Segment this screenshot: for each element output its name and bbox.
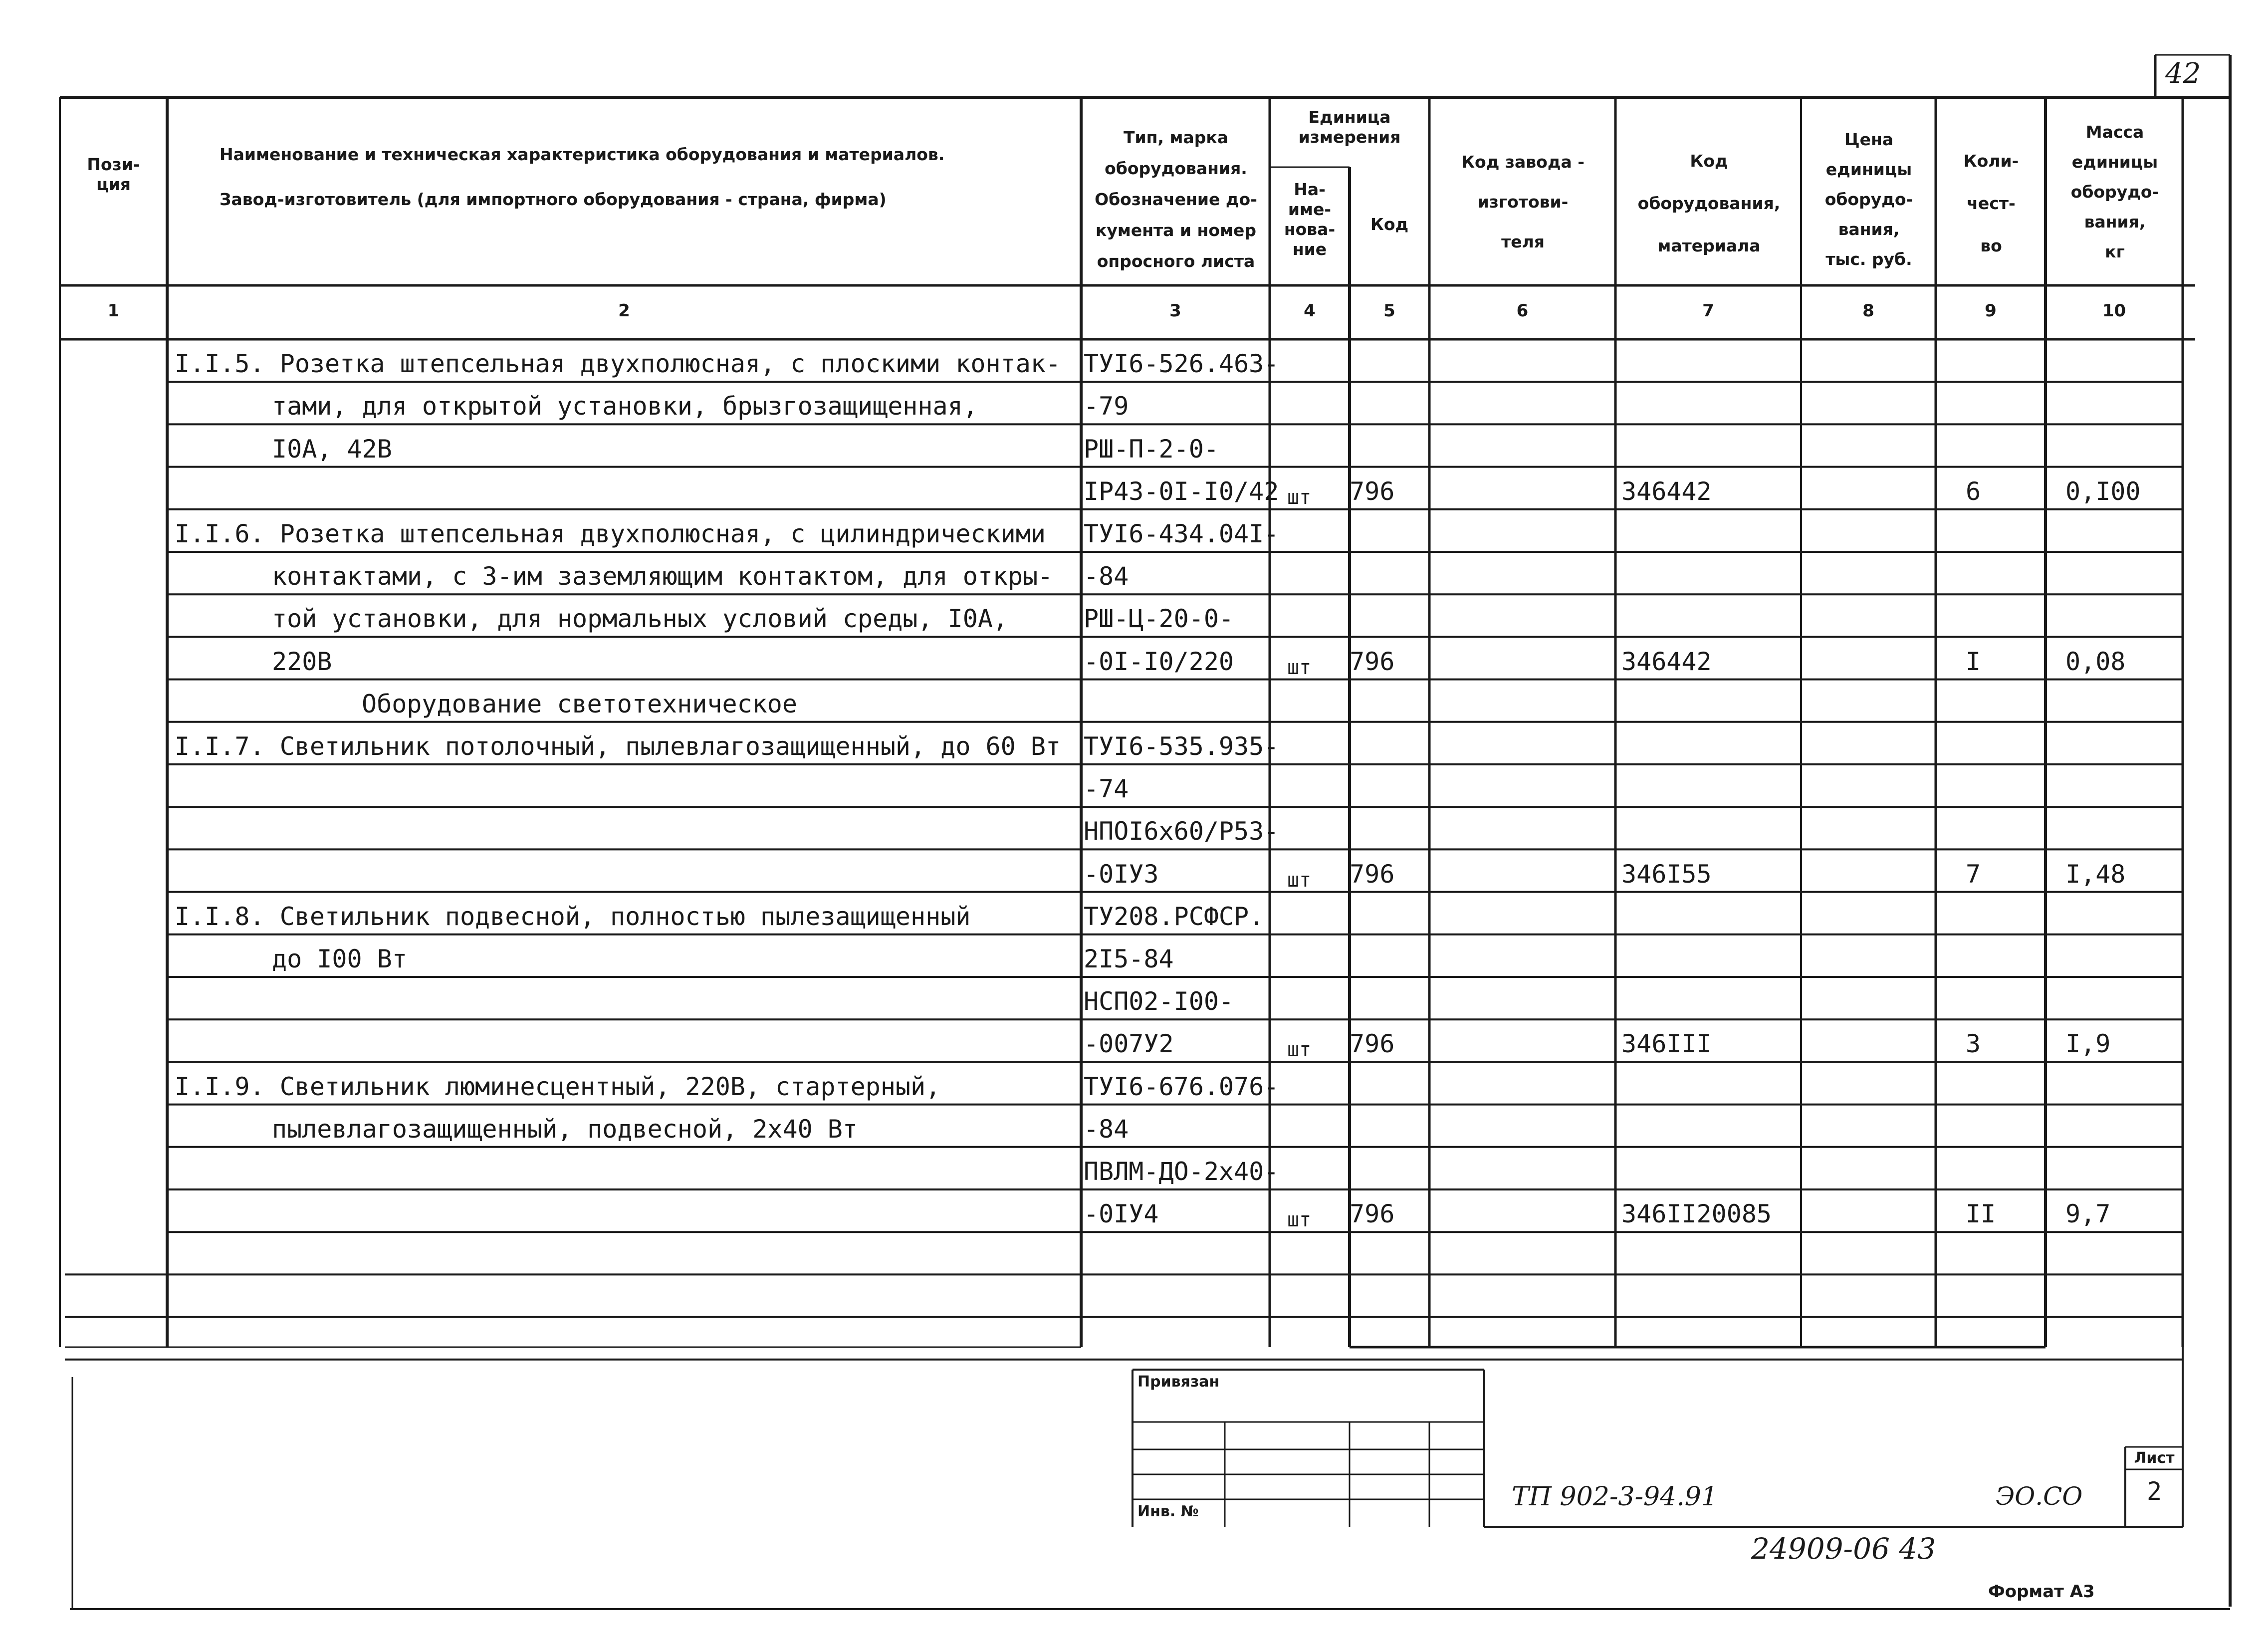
header-equipment-code: Код оборудования, материала — [1637, 151, 1781, 255]
cell-type: -84 — [1084, 1114, 1129, 1144]
cell-type: ТУI6-535.935- — [1084, 732, 1279, 761]
cell-type: -79 — [1084, 392, 1129, 421]
cell-mass: I,48 — [2065, 859, 2126, 889]
cell-mass: 9,7 — [2065, 1199, 2111, 1229]
cell-qty: I — [1966, 647, 1981, 676]
cell-code: 796 — [1350, 859, 1395, 889]
cell-equip: 346I55 — [1621, 859, 1712, 889]
cell-type: -0I-I0/220 — [1084, 647, 1234, 676]
cell-desc: I.I.9. Светильник люминесцентный, 220В, стартерный, — [175, 1072, 941, 1101]
cell-type: НПОI6x60/Р53- — [1084, 817, 1279, 846]
cell-unit: шт — [1287, 656, 1312, 679]
cell-mass: 0,I00 — [2065, 476, 2141, 506]
cell-desc: I.I.7. Светильник потолочный, пылевлагозащищенный, до 60 Вт — [175, 732, 1061, 761]
page-number: 42 — [2165, 57, 2201, 90]
cell-type: -007У2 — [1084, 1029, 1174, 1059]
cell-mass: 0,08 — [2065, 647, 2126, 676]
header-position: Пози- ция — [87, 155, 140, 194]
stamp-privyazan: Привязан — [1137, 1373, 1220, 1391]
cell-desc: контактами, с 3-им заземляющим контактом, для откры- — [272, 562, 1053, 591]
cell-unit: шт — [1287, 1038, 1312, 1062]
header-factory-code: Код завода - изготови- теля — [1461, 152, 1585, 251]
cell-unit: шт — [1287, 1208, 1312, 1232]
cell-code: 796 — [1350, 1199, 1395, 1229]
cell-desc: 220B — [272, 647, 332, 676]
col-number-5: 5 — [1383, 301, 1395, 321]
cell-qty: 7 — [1966, 859, 1981, 889]
stamp-inv-no: Инв. № — [1137, 1503, 1199, 1520]
header-type: Тип, марка оборудования. Обозначение до- кумента и номер опросного листа — [1095, 128, 1257, 271]
cell-desc: I0A, 42B — [272, 434, 392, 464]
col-number-8: 8 — [1862, 301, 1874, 321]
cell-type: НСП02-I00- — [1084, 987, 1234, 1016]
cell-type: ТУI6-676.076- — [1084, 1072, 1279, 1101]
cell-type: РШ-Ц-20-0- — [1084, 604, 1234, 634]
col-number-6: 6 — [1516, 301, 1529, 321]
cell-equip: 346442 — [1621, 476, 1712, 506]
col-number-9: 9 — [1985, 301, 1997, 321]
cell-type: ТУI6-526.463- — [1084, 349, 1279, 379]
cell-desc: пылевлагозащищенный, подвесной, 2x40 Вт — [272, 1114, 858, 1144]
cell-desc: I.I.8. Светильник подвесной, полностью пылезащищенный — [175, 902, 971, 931]
stamp-sheet-label: Лист — [2134, 1449, 2175, 1467]
header-unit-name: На- име- нова- ние — [1284, 180, 1336, 259]
cell-type: IP43-0I-I0/42 — [1084, 476, 1279, 506]
cell-qty: 6 — [1966, 476, 1981, 506]
cell-equip: 346II20085 — [1621, 1199, 1772, 1229]
cell-type: 2I5-84 — [1084, 944, 1174, 973]
header-name: Наименование и техническая характеристика оборудования и материалов. Завод-изготовитель (для импортного оборудования - страна, фирма) — [220, 145, 945, 209]
header-unit-code: Код — [1370, 215, 1409, 234]
header-price: Цена единицы оборудо- вания, тыс. руб. — [1824, 130, 1913, 269]
col-number-4: 4 — [1304, 301, 1316, 321]
stamp-sheet-number: 2 — [2146, 1477, 2162, 1506]
cell-code: 796 — [1350, 647, 1395, 676]
cell-qty: II — [1966, 1199, 1996, 1229]
cell-type: -74 — [1084, 774, 1129, 804]
cell-type: ТУ208.РСФСР. — [1084, 902, 1264, 931]
cell-qty: 3 — [1966, 1029, 1981, 1059]
cell-unit: шт — [1287, 868, 1312, 892]
cell-type: -0IУ4 — [1084, 1199, 1159, 1229]
cell-type: ТУI6-434.04I- — [1084, 519, 1279, 548]
cell-type: ПВЛМ-ДО-2x40- — [1084, 1157, 1279, 1186]
cell-desc: Оборудование светотехническое — [362, 689, 797, 718]
stamp-doc-code: ТП 902-3-94.91 — [1512, 1482, 1718, 1512]
cell-mass: I,9 — [2065, 1029, 2111, 1059]
col-number-1: 1 — [107, 301, 120, 321]
cell-equip: 346III — [1621, 1029, 1712, 1059]
header-unit-group: Единица измерения — [1298, 107, 1401, 147]
cell-type: РШ-П-2-0- — [1084, 434, 1219, 464]
cell-type: -84 — [1084, 562, 1129, 591]
stamp-archive-number: 24909-06 43 — [1751, 1532, 1936, 1566]
stamp-format: Формат А3 — [1988, 1582, 2095, 1602]
col-number-3: 3 — [1169, 301, 1181, 321]
cell-equip: 346442 — [1621, 647, 1712, 676]
col-number-2: 2 — [618, 301, 630, 321]
stamp-section: ЭО.СО — [1996, 1482, 2083, 1511]
cell-code: 796 — [1350, 476, 1395, 506]
cell-type: -0IУ3 — [1084, 859, 1159, 889]
col-number-10: 10 — [2102, 301, 2126, 321]
cell-unit: шт — [1287, 485, 1312, 509]
cell-desc: I.I.5. Розетка штепсельная двухполюсная, с плоскими контак- — [175, 349, 1061, 379]
cell-code: 796 — [1350, 1029, 1395, 1059]
cell-desc: тами, для открытой установки, брызгозащищенная, — [272, 392, 978, 421]
header-quantity: Коли- чест- во — [1963, 151, 2019, 255]
header-mass: Масса единицы оборудо- вания, кг — [2070, 122, 2159, 261]
cell-desc: до I00 Вт — [272, 944, 407, 973]
cell-desc: той установки, для нормальных условий среды, I0A, — [272, 604, 1008, 634]
col-number-7: 7 — [1702, 301, 1714, 321]
cell-desc: I.I.6. Розетка штепсельная двухполюсная, с цилиндрическими — [175, 519, 1046, 548]
